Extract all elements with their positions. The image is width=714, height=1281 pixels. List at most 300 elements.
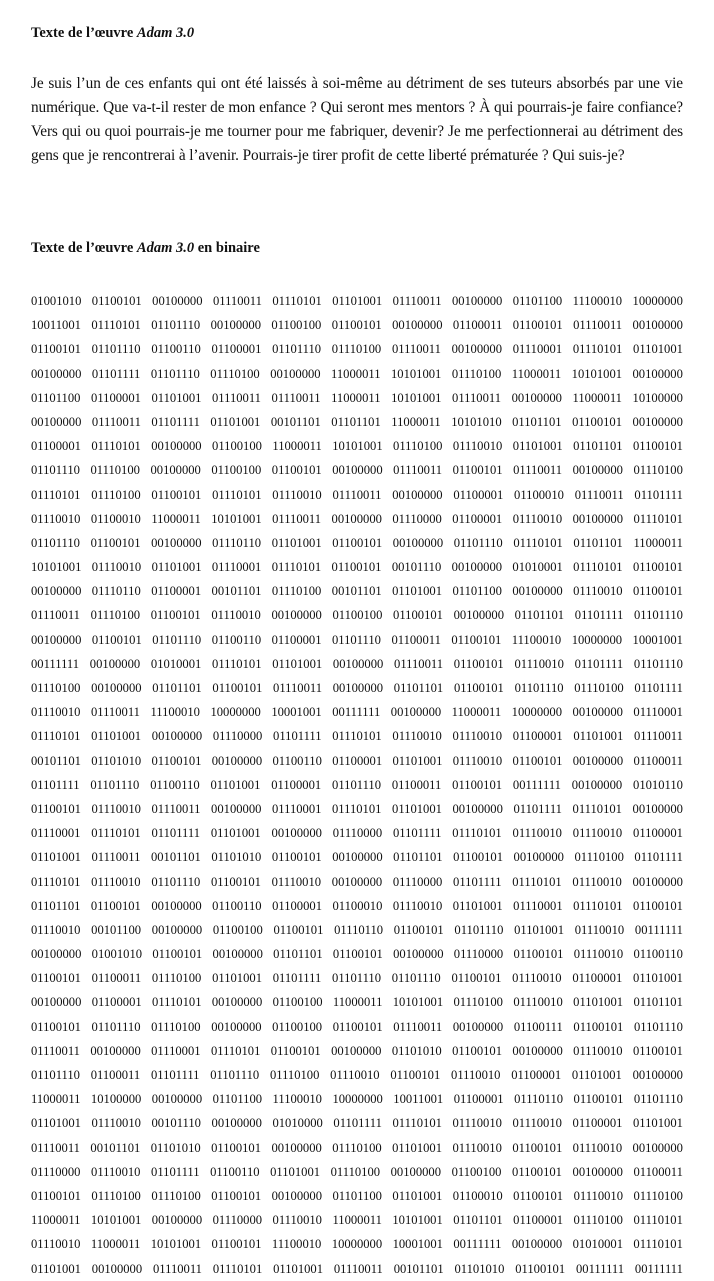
binary-byte: 01100001 <box>513 1213 564 1228</box>
binary-byte: 01101001 <box>633 971 683 986</box>
binary-byte: 00100000 <box>151 1213 203 1228</box>
binary-byte: 01101110 <box>454 922 504 937</box>
binary-byte: 01110100 <box>573 1213 623 1228</box>
binary-byte: 01110000 <box>392 511 442 526</box>
binary-byte: 01110010 <box>31 1237 81 1252</box>
binary-byte: 01100101 <box>211 874 261 889</box>
binary-row <box>31 966 683 990</box>
binary-byte: 00100000 <box>91 1261 143 1276</box>
binary-byte: 01101001 <box>392 801 442 816</box>
binary-byte: 01110110 <box>514 1092 564 1107</box>
binary-byte: 00100000 <box>572 511 623 526</box>
binary-row <box>31 628 683 652</box>
binary-byte: 01101101 <box>331 414 381 429</box>
binary-row <box>31 1232 683 1256</box>
binary-byte: 01100101 <box>633 584 683 599</box>
binary-byte: 00100000 <box>451 294 503 308</box>
binary-byte: 11000011 <box>272 439 322 454</box>
binary-byte: 01100101 <box>332 1019 383 1034</box>
binary-byte: 01101001 <box>452 898 503 913</box>
binary-byte: 11000011 <box>572 390 622 405</box>
binary-byte: 01110100 <box>90 608 141 623</box>
binary-row <box>31 337 683 361</box>
binary-row <box>31 990 683 1014</box>
binary-byte: 00100000 <box>31 414 82 429</box>
binary-byte: 01110110 <box>91 584 141 599</box>
binary-byte: 01110100 <box>331 342 382 357</box>
binary-byte: 01110101 <box>210 1043 261 1058</box>
binary-byte: 01100101 <box>452 777 503 792</box>
binary-byte: 01110011 <box>152 1261 202 1276</box>
binary-row <box>31 700 683 724</box>
binary-byte: 01101001 <box>273 1261 324 1276</box>
binary-byte: 01100011 <box>91 971 142 986</box>
binary-byte: 01110100 <box>633 463 683 478</box>
binary-byte: 00100000 <box>452 801 503 816</box>
binary-byte: 01101001 <box>392 1188 443 1203</box>
binary-byte: 01101110 <box>633 656 683 671</box>
binary-byte: 01100101 <box>90 898 141 913</box>
binary-byte: 01101101 <box>393 681 444 695</box>
binary-byte: 01100100 <box>212 922 263 937</box>
binary-byte: 01110101 <box>512 874 562 889</box>
binary-byte: 01101101 <box>573 535 623 550</box>
binary-byte: 01110011 <box>394 656 444 671</box>
binary-byte: 01101001 <box>573 995 624 1010</box>
binary-byte: 00100000 <box>31 995 82 1010</box>
binary-byte: 01110100 <box>90 463 140 478</box>
binary-byte: 01101110 <box>151 318 201 333</box>
binary-byte: 01101110 <box>391 971 441 986</box>
binary-byte: 01101110 <box>453 535 503 550</box>
binary-byte: 01100110 <box>211 632 262 647</box>
binary-byte: 00100000 <box>211 1116 262 1131</box>
binary-byte: 01100001 <box>512 729 563 744</box>
binary-byte: 11100010 <box>150 705 200 720</box>
binary-byte: 01101110 <box>272 342 322 357</box>
binary-row <box>31 1136 683 1160</box>
binary-byte: 01110010 <box>452 1140 502 1155</box>
binary-byte: 00100000 <box>511 390 562 405</box>
binary-byte: 00100000 <box>151 1092 203 1107</box>
binary-byte: 00100000 <box>393 947 444 962</box>
binary-byte: 00100000 <box>392 535 444 550</box>
binary-byte: 01100101 <box>331 560 382 575</box>
binary-byte: 01110010 <box>330 1068 380 1082</box>
binary-byte: 01110001 <box>271 801 322 816</box>
binary-byte: 10101010 <box>451 414 502 429</box>
binary-byte: 00100000 <box>331 874 383 889</box>
binary-byte: 00100000 <box>90 1043 141 1058</box>
binary-byte: 01100101 <box>453 656 504 671</box>
binary-byte: 01110010 <box>392 729 442 744</box>
binary-byte: 01110100 <box>151 1019 201 1034</box>
binary-byte: 10000000 <box>332 1092 383 1107</box>
binary-byte: 01110010 <box>272 1213 322 1228</box>
binary-byte: 01110101 <box>332 801 382 816</box>
binary-byte: 01101001 <box>271 535 322 550</box>
binary-byte: 01101111 <box>151 1164 200 1179</box>
binary-byte: 01001010 <box>91 947 143 962</box>
binary-byte: 01100010 <box>514 487 564 502</box>
binary-byte: 01110011 <box>452 390 502 405</box>
binary-byte: 01101111 <box>574 608 624 623</box>
binary-byte: 01110101 <box>91 318 141 333</box>
binary-byte: 01110011 <box>91 850 141 865</box>
binary-byte: 01100001 <box>271 777 322 792</box>
binary-byte: 11000011 <box>31 1092 81 1107</box>
binary-byte: 01110001 <box>512 342 563 357</box>
binary-byte: 00100000 <box>151 898 202 913</box>
binary-byte: 01100101 <box>270 1043 321 1058</box>
binary-byte: 01110011 <box>31 608 80 623</box>
binary-byte: 01110011 <box>513 463 563 478</box>
binary-byte: 01101010 <box>150 1140 201 1155</box>
binary-byte: 00100000 <box>31 632 82 647</box>
heading-original-text <box>31 23 683 43</box>
binary-byte: 00101110 <box>151 1116 201 1131</box>
binary-byte: 00100000 <box>632 801 683 816</box>
binary-byte: 00100000 <box>632 874 683 889</box>
heading-binary-title: Adam 3.0 <box>136 240 195 256</box>
binary-byte: 01100001 <box>452 511 503 526</box>
binary-byte: 11000011 <box>331 390 381 405</box>
binary-byte: 01110011 <box>393 1019 443 1034</box>
binary-byte: 01110100 <box>574 850 624 865</box>
binary-byte: 01100101 <box>512 1140 563 1155</box>
binary-byte: 00101101 <box>31 753 81 768</box>
binary-byte: 01110100 <box>151 971 202 986</box>
binary-byte: 01110010 <box>574 922 625 937</box>
binary-byte: 00100000 <box>31 584 82 599</box>
binary-byte: 01110010 <box>91 560 142 575</box>
binary-byte: 01101111 <box>574 656 624 671</box>
binary-row <box>31 1184 683 1208</box>
binary-byte: 01101111 <box>634 850 683 865</box>
binary-byte: 00101101 <box>90 1140 141 1155</box>
binary-byte: 01100010 <box>90 511 141 526</box>
binary-byte: 01101111 <box>151 414 200 429</box>
binary-byte: 01110101 <box>91 439 141 454</box>
binary-byte: 01101001 <box>210 414 261 429</box>
binary-byte: 00111111 <box>634 922 683 937</box>
binary-byte: 01101001 <box>514 922 565 937</box>
binary-byte: 01100010 <box>332 898 383 913</box>
binary-row <box>31 1039 683 1063</box>
binary-byte: 00100000 <box>211 995 263 1010</box>
binary-byte: 00100000 <box>513 850 564 865</box>
binary-byte: 01110100 <box>453 995 503 1010</box>
binary-byte: 01100011 <box>633 753 683 768</box>
binary-byte: 00100000 <box>392 487 443 502</box>
binary-byte: 01110010 <box>31 922 81 937</box>
binary-byte: 01101101 <box>152 681 202 695</box>
binary-byte: 00100000 <box>390 1164 441 1179</box>
binary-byte: 01110010 <box>392 898 443 913</box>
binary-byte: 00100000 <box>632 414 683 429</box>
binary-byte: 11100010 <box>271 1237 322 1252</box>
binary-row <box>31 821 683 845</box>
binary-byte: 00100000 <box>452 1019 504 1034</box>
binary-byte: 01100101 <box>393 608 443 623</box>
binary-row <box>31 1160 683 1184</box>
binary-byte: 11000011 <box>31 1213 81 1228</box>
binary-byte: 01101110 <box>332 971 381 986</box>
binary-byte: 01100101 <box>451 971 502 986</box>
binary-byte: 00111111 <box>31 656 80 671</box>
binary-byte: 01101101 <box>514 608 565 623</box>
binary-byte: 01100101 <box>453 850 504 865</box>
binary-byte: 00100000 <box>89 656 141 671</box>
binary-byte: 01101001 <box>151 560 202 575</box>
binary-byte: 01110011 <box>272 511 322 526</box>
binary-byte: 01101110 <box>633 1092 683 1107</box>
binary-byte: 01110100 <box>91 1188 141 1203</box>
binary-byte: 01100101 <box>512 753 563 768</box>
binary-byte: 01110010 <box>512 511 563 526</box>
binary-byte: 01110100 <box>271 584 322 599</box>
binary-byte: 01101101 <box>31 898 81 913</box>
binary-byte: 10101001 <box>90 1213 142 1228</box>
binary-byte: 10000000 <box>632 294 683 308</box>
binary-byte: 01110011 <box>573 318 623 333</box>
binary-byte: 01101110 <box>633 1019 683 1034</box>
binary-byte: 01110100 <box>451 366 502 381</box>
binary-row <box>31 603 683 627</box>
binary-byte: 01100110 <box>150 777 200 792</box>
binary-byte: 10101001 <box>392 1213 443 1228</box>
binary-byte: 00100000 <box>572 463 623 478</box>
binary-byte: 01101001 <box>573 729 624 744</box>
binary-byte: 01101001 <box>91 729 142 744</box>
binary-byte: 01110101 <box>633 511 683 526</box>
binary-byte: 01100101 <box>271 850 322 865</box>
binary-byte: 01110011 <box>633 729 683 744</box>
binary-byte: 01110101 <box>91 826 141 841</box>
binary-byte: 01100101 <box>633 439 683 454</box>
binary-byte: 01101110 <box>91 1019 141 1034</box>
binary-row <box>31 1087 683 1111</box>
binary-byte: 01110101 <box>633 1237 683 1252</box>
binary-byte: 01100100 <box>272 1019 323 1034</box>
binary-byte: 01101001 <box>633 342 683 357</box>
binary-byte: 01110001 <box>633 705 683 720</box>
binary-byte: 01100101 <box>452 1043 503 1058</box>
binary-byte: 00111111 <box>576 1261 625 1276</box>
binary-byte: 00100000 <box>271 1188 322 1203</box>
binary-byte: 01110011 <box>90 705 140 720</box>
binary-byte: 00101101 <box>150 850 201 865</box>
binary-row <box>31 894 683 918</box>
binary-byte: 01100101 <box>273 922 324 937</box>
binary-byte: 01101111 <box>151 826 201 841</box>
binary-byte: 01100001 <box>572 1116 623 1131</box>
binary-byte: 01110011 <box>333 1261 383 1276</box>
binary-byte: 01110011 <box>393 463 443 478</box>
binary-byte: 00100000 <box>211 801 262 816</box>
binary-byte: 01101100 <box>512 294 563 308</box>
binary-byte: 01100101 <box>512 318 563 333</box>
binary-byte: 01100001 <box>151 584 202 599</box>
binary-byte: 00100000 <box>511 1237 563 1252</box>
binary-byte: 01100100 <box>272 995 323 1010</box>
binary-byte: 11100010 <box>511 632 562 647</box>
binary-byte: 01100001 <box>453 1092 504 1107</box>
binary-byte: 01101001 <box>270 1164 321 1179</box>
binary-byte: 01101111 <box>513 801 562 816</box>
binary-byte: 00100000 <box>332 850 383 865</box>
binary-byte: 00100000 <box>453 608 504 623</box>
binary-byte: 01100101 <box>632 560 683 575</box>
binary-byte: 01110110 <box>212 535 262 550</box>
binary-byte: 01110010 <box>271 874 322 889</box>
binary-byte: 01110010 <box>573 1043 623 1058</box>
binary-byte: 01100101 <box>151 753 202 768</box>
binary-row <box>31 1257 683 1281</box>
binary-byte: 01110101 <box>573 898 623 913</box>
binary-byte: 00100000 <box>331 1043 382 1058</box>
binary-byte: 01110011 <box>151 801 201 816</box>
binary-byte: 10101001 <box>571 366 623 381</box>
binary-byte: 01101010 <box>211 850 262 865</box>
binary-byte: 01110010 <box>452 1116 502 1131</box>
binary-byte: 01100110 <box>151 342 201 357</box>
binary-byte: 00100000 <box>632 1140 683 1155</box>
binary-byte: 01100101 <box>90 535 141 550</box>
binary-byte: 01101101 <box>393 850 443 865</box>
binary-byte: 01110011 <box>391 342 441 357</box>
binary-byte: 10000000 <box>571 632 623 647</box>
binary-byte: 01101001 <box>210 777 261 792</box>
binary-byte: 01101101 <box>573 439 623 454</box>
binary-byte: 01100101 <box>31 801 81 816</box>
binary-byte: 01100101 <box>31 971 81 986</box>
binary-byte: 01101101 <box>273 947 323 962</box>
binary-byte: 11100010 <box>572 294 623 308</box>
binary-row <box>31 483 683 507</box>
binary-byte: 01100101 <box>453 681 504 695</box>
binary-byte: 11000011 <box>90 1237 141 1252</box>
binary-byte: 11000011 <box>391 414 441 429</box>
binary-row <box>31 458 683 482</box>
binary-byte: 01110011 <box>212 294 262 308</box>
binary-byte: 01101111 <box>634 681 683 695</box>
binary-byte: 01110010 <box>91 874 141 889</box>
binary-byte: 01101110 <box>633 608 683 623</box>
binary-byte: 00100000 <box>451 560 503 575</box>
binary-byte: 01110011 <box>31 1043 80 1058</box>
binary-byte: 01110101 <box>272 294 322 308</box>
binary-byte: 00100000 <box>332 681 384 695</box>
binary-byte: 01101110 <box>332 777 381 792</box>
binary-byte: 01100101 <box>332 947 383 962</box>
binary-byte: 01110011 <box>332 487 382 502</box>
binary-byte: 00100000 <box>210 318 261 333</box>
binary-row <box>31 1111 683 1135</box>
binary-row <box>31 942 683 966</box>
binary-byte: 00111111 <box>634 1261 683 1276</box>
binary-byte: 01101111 <box>392 826 442 841</box>
binary-byte: 01110100 <box>633 1188 683 1203</box>
binary-byte: 01100101 <box>393 922 444 937</box>
binary-byte: 01100101 <box>515 1261 566 1276</box>
binary-byte: 01100100 <box>211 463 262 478</box>
binary-byte: 01110100 <box>393 439 443 454</box>
binary-byte: 01110010 <box>572 1140 623 1155</box>
binary-byte: 01110101 <box>572 801 622 816</box>
binary-byte: 01110011 <box>273 681 322 695</box>
binary-byte: 00100000 <box>151 922 203 937</box>
binary-byte: 11000011 <box>511 366 562 381</box>
binary-byte: 01110010 <box>513 995 563 1010</box>
binary-byte: 01100101 <box>390 1068 441 1082</box>
binary-byte: 01010110 <box>633 777 683 792</box>
binary-byte: 01110100 <box>330 1164 381 1179</box>
binary-byte: 01110101 <box>452 826 502 841</box>
original-paragraph: Je suis l’un de ces enfants qui ont été laissés à soi-même au détriment de ses tuteurs absorbés par une vie numérique. Que va-t-il rester de mon enfance ? Qui seront mes mentors ? À qui pourrais-je faire confiance? Vers qui ou quoi pourrais-je me tourner pour me fabriquer, devenir? Je me perfectionnerai au détriment des gens que je rencontrerai à l’avenir. Pourrais-je tirer profit de cette liberté prématurée ? Qui suis-je? <box>31 75 683 164</box>
binary-byte: 01110011 <box>392 294 442 308</box>
binary-byte: 01110000 <box>212 1213 263 1228</box>
binary-byte: 01110010 <box>512 971 562 986</box>
binary-byte: 01100101 <box>211 1188 262 1203</box>
binary-byte: 10000000 <box>210 705 261 720</box>
binary-byte: 10101001 <box>390 366 442 381</box>
binary-row <box>31 386 683 410</box>
binary-byte: 00101100 <box>91 922 142 937</box>
binary-byte: 01100011 <box>391 777 442 792</box>
binary-byte: 01101001 <box>31 850 81 865</box>
binary-byte: 10000000 <box>511 705 563 720</box>
binary-byte: 01100101 <box>573 1092 624 1107</box>
binary-byte: 01110010 <box>573 584 623 599</box>
binary-byte: 11000011 <box>331 366 381 381</box>
binary-byte: 01101110 <box>152 632 202 647</box>
binary-byte: 01100101 <box>573 1019 624 1034</box>
binary-byte: 10001001 <box>271 705 322 720</box>
binary-byte: 00100000 <box>572 1164 623 1179</box>
binary-byte: 01110100 <box>31 681 81 695</box>
binary-byte: 11000011 <box>451 705 502 720</box>
binary-byte: 00100000 <box>332 656 384 671</box>
binary-byte: 01100100 <box>451 1164 502 1179</box>
binary-byte: 01100101 <box>271 463 322 478</box>
binary-byte: 01110010 <box>573 1188 624 1203</box>
binary-byte: 11000011 <box>151 511 201 526</box>
binary-byte: 01101111 <box>333 1116 382 1131</box>
binary-row <box>31 1015 683 1039</box>
binary-byte: 00100000 <box>390 705 442 720</box>
binary-byte: 01100101 <box>633 898 683 913</box>
binary-byte: 00101101 <box>270 414 321 429</box>
binary-row <box>31 289 683 313</box>
binary-byte: 01101100 <box>212 1092 263 1107</box>
binary-byte: 00100000 <box>332 463 383 478</box>
binary-byte: 01110010 <box>452 753 503 768</box>
binary-byte: 10100000 <box>632 390 683 405</box>
binary-byte: 01100101 <box>632 1043 683 1058</box>
binary-byte: 01101001 <box>571 1068 622 1082</box>
binary-row <box>31 1208 683 1232</box>
binary-row <box>31 918 683 942</box>
binary-byte: 01100011 <box>391 632 441 647</box>
binary-byte: 01110101 <box>392 1116 442 1131</box>
binary-byte: 01100011 <box>452 318 503 333</box>
binary-row <box>31 579 683 603</box>
binary-byte: 01100101 <box>513 1188 564 1203</box>
binary-byte: 10101001 <box>392 995 444 1010</box>
binary-byte: 01101111 <box>150 1068 200 1082</box>
binary-byte: 00100000 <box>271 826 322 841</box>
